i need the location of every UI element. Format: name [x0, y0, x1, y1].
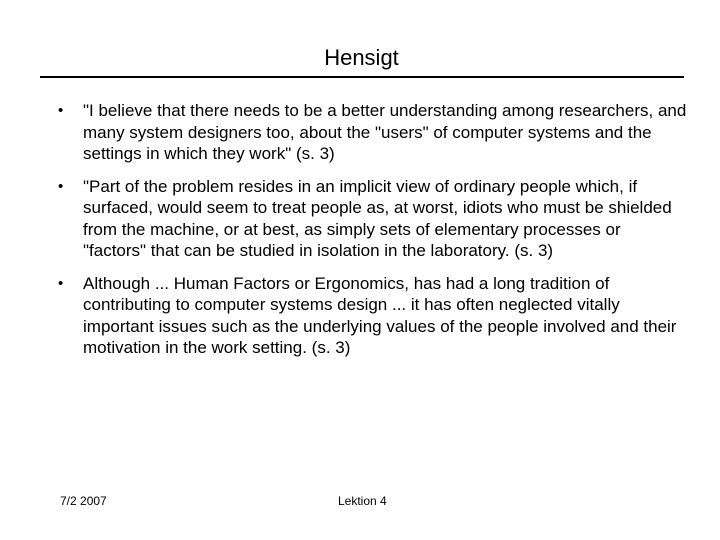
bullet-list: [58, 100, 688, 370]
bullet-text: "I believe that there needs to be a better understanding among researchers, and many system designers too, about the "users" of computer systems and the settings in which they work" (s. 3): [83, 101, 687, 163]
footer-date: 7/2 2007: [60, 494, 107, 508]
bullet-item: [58, 176, 688, 262]
bullet-text: "Part of the problem resides in an implicit view of ordinary people which, if surfaced, would seem to treat people as, at worst, idiots who must be shielded from the machine, or at best, as simply sets of elementary processes or "factors" that can be studied in isolation in the laboratory. (s. 3): [83, 176, 672, 260]
bullet-item: [58, 100, 688, 165]
bullet-dot-icon: •: [58, 102, 64, 119]
footer-lecture-label: Lektion 4: [338, 494, 387, 508]
title-divider: [40, 76, 684, 78]
bullet-dot-icon: •: [58, 177, 64, 195]
bullet-item: [58, 273, 688, 359]
bullet-dot-icon: •: [58, 274, 64, 292]
bullet-text: Although ... Human Factors or Ergonomics, has had a long tradition of contributing to computer systems design ... it has often neglected vitally important issues such as the underlying values of the people involved and their motivation in the work setting. (s. 3): [83, 273, 677, 357]
slide-title: Hensigt: [324, 45, 399, 70]
